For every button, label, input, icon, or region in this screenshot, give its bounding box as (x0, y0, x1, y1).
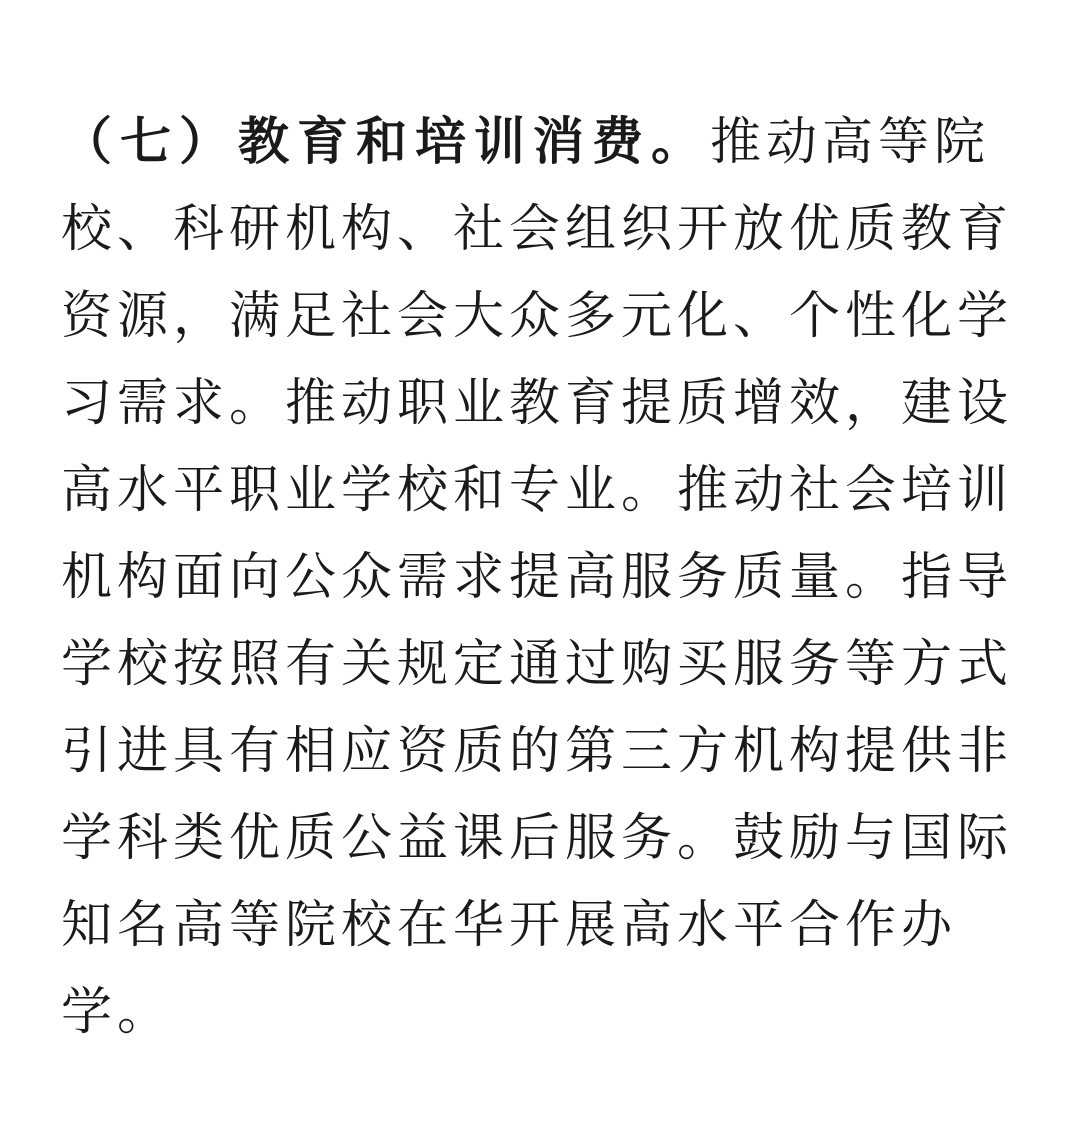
section-heading: （七）教育和培训消费。 (61, 113, 711, 172)
text-line: 学校按照有关规定通过购买服务等方式 (61, 635, 1014, 694)
text-line: 习需求。推动职业教育提质增效，建设 (61, 374, 1014, 433)
text-line: 资源，满足社会大众多元化、个性化学 (61, 287, 1014, 346)
article-body (61, 99, 1021, 1056)
text-line: 学。 (61, 983, 174, 1042)
text-line: 高水平职业学校和专业。推动社会培训 (61, 461, 1014, 520)
text-line: 知名高等院校在华开展高水平合作办 (61, 896, 958, 955)
text-line: 引进具有相应资质的第三方机构提供非 (61, 722, 1014, 781)
text-segment: 推动高等院 (710, 113, 991, 172)
text-line (61, 99, 1021, 186)
text-line: 学科类优质公益课后服务。鼓励与国际 (61, 809, 1014, 868)
text-line: 校、科研机构、社会组织开放优质教育 (61, 200, 1014, 259)
text-line: 机构面向公众需求提高服务质量。指导 (61, 548, 1014, 607)
